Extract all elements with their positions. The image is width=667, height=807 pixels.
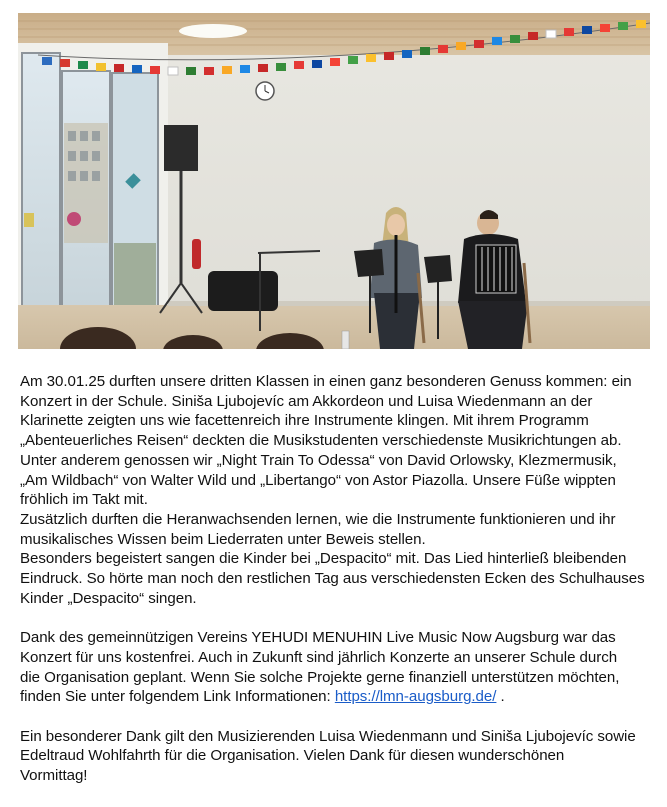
- text-line: Konzert in der Schule. Siniša Ljubojevíc am Akkordeon und Luisa Wiedenmann an der: [20, 392, 593, 410]
- text-line: musikalisches Wissen beim Liederraten unter Beweis stellen.: [20, 530, 426, 548]
- despacito-paragraph: [20, 549, 652, 608]
- text-line: Dank des gemeinnützigen Vereins YEHUDI MENUHIN Live Music Now Augsburg war das: [20, 629, 616, 647]
- lmn-augsburg-link[interactable]: https://lmn-augsburg.de/: [334, 688, 497, 706]
- text-line: Am 30.01.25 durften unsere dritten Klassen in einen ganz besonderen Genuss kommen: ein: [20, 373, 632, 390]
- text-line: fröhlich im Takt mit.: [20, 491, 148, 509]
- link-prefix: finden Sie unter folgendem Link Informationen:: [20, 688, 335, 706]
- text-line: Ein besonderer Dank gilt den Musizierenden Luisa Wiedenmann und Siniša Ljubojevíc sowie: [20, 727, 636, 745]
- text-line: die Organisation geplant. Wenn Sie solche Projekte gerne finanziell unterstützen möchten,: [20, 668, 620, 686]
- ceiling-lamp: [179, 24, 247, 38]
- text-line: Zusätzlich durften die Heranwachsenden lernen, wie die Instrumente funktionieren und ihr: [20, 510, 616, 528]
- text-line: Unter anderem genossen wir „Night Train To Odessa“ von David Orlowsky, Klezmermusik,: [20, 451, 617, 469]
- text-line: Besonders begeistert sangen die Kinder bei „Despacito“ mit. Das Lied hinterließ bleibenden: [20, 550, 627, 568]
- instrument-bag: [208, 271, 278, 311]
- paragraph-spacer: [20, 608, 652, 628]
- thanks-paragraph: [20, 628, 652, 707]
- text-line: Konzert für uns kostenfrei. Auch in Zukunft sind jährlich Konzerte an unserer Schule durch: [20, 648, 618, 666]
- article-text: [20, 372, 652, 786]
- text-line: Eindruck. So hörte man noch den restlichen Tag aus verschiedensten Ecken des Schulhauses: [20, 570, 645, 588]
- text-line: „Abenteuerliches Reisen“ deckten die Musikstudenten verschiedenste Musikrichtungen ab.: [20, 432, 622, 450]
- link-suffix: .: [496, 688, 505, 706]
- final-paragraph: [20, 727, 652, 786]
- learn-paragraph: [20, 510, 652, 549]
- fire-extinguisher: [192, 239, 201, 269]
- window-left: [22, 53, 60, 333]
- intro-paragraph: [20, 372, 652, 510]
- text-line: Edeltraud Wohlfahrth für die Organisation. Vielen Dank für diesen wunderschönen: [20, 747, 565, 765]
- text-line: Kinder „Despacito“ singen.: [20, 589, 197, 607]
- concert-photo: [18, 13, 650, 349]
- paragraph-spacer: [20, 707, 652, 727]
- text-line: Vormittag!: [20, 767, 88, 785]
- text-line: „Am Wildbach“ von Walter Wild und „Libertango“ von Astor Piazolla. Unsere Füße wippten: [20, 471, 616, 489]
- text-line: Klarinette zeigten uns wie facettenreich ihre Instrumente klingen. Mit ihrem Programm: [20, 412, 589, 430]
- speaker: [164, 125, 198, 171]
